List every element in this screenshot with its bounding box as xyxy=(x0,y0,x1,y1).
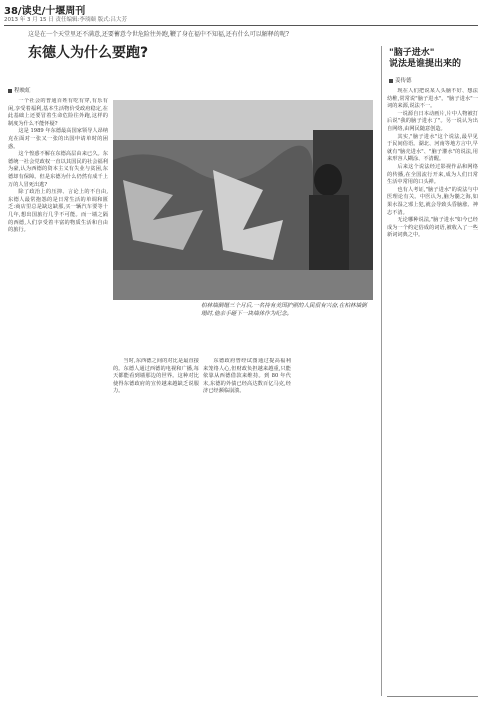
sidebar-paragraph: 现在人们把说某人头脑不好、想法幼稚,常常说"脑子进水"。"脑子进水"一词的来源,说法不一。 xyxy=(387,88,478,110)
article-column-2 xyxy=(113,358,199,698)
header-rule xyxy=(4,25,478,26)
article-column-3 xyxy=(203,358,291,698)
page-header xyxy=(4,2,478,26)
photo-caption: 柏林墙倒塌三个月后,一名持有美国护照的人民很有兴奋,在柏林墙倒塌时,他亲手砸下一块墙体作为纪念。 xyxy=(201,303,367,317)
article-paragraph: 这是 1989 年东德最高国家领导人昂纳克在面对一张又一张的出国申请单时的困惑。 xyxy=(8,128,108,150)
sidebar-paragraph: 一说源自日本动画片,片中人物被打后说"我的脑子进水了"。另一说认为出自网络,由网民随意创造。 xyxy=(387,110,478,132)
issue-meta: 2013 年 3 月 15 日 责任编辑:李琰颐 版式:吕大芳 xyxy=(4,17,127,23)
article-headline: 东德人为什么要跑? xyxy=(28,45,149,61)
sidebar-headline: "脑子进水" 说法是谁提出来的 xyxy=(389,48,462,69)
article-column-1 xyxy=(8,98,108,698)
sidebar-paragraph: 后来这个说法经过影视作品和网络的传播,在全国流行开来,成为人们日常生活中常用的口头禅。 xyxy=(387,163,478,186)
sidebar-column xyxy=(387,88,478,698)
sidebar-paragraph: 无论哪种说法,"脑子进水"如今已经成为一个约定俗成的词语,被收入了一些新词词典之中。 xyxy=(387,217,478,239)
sidebar-bottom-rule xyxy=(387,696,478,697)
sidebar-author-name: 姜传德 xyxy=(395,78,412,84)
teaser: 这是在一个天堂里还不满意,还要蓄意令世危险往外跑,鞭了身在福中不知福,还有什么可以解释的呢? xyxy=(28,31,289,38)
author-marker-icon xyxy=(389,79,393,83)
article-paragraph: 一个社会的普通百姓有吃有穿,有乐有闲,享受着福利,基本生活物价受政府稳定,在此基础上还要冒着生命危险往外跑,这样的制度为什么不能怀疑? xyxy=(8,98,108,127)
photo-illustration xyxy=(113,100,373,305)
sidebar-divider xyxy=(381,46,382,696)
sidebar-paragraph: 其实,"脑子进水"这个说法,最早见于民间俗语。湖北、河南等地方言中,早就有"脑壳进水"、"脑子灌水"的说法,用来形容人糊涂、不清醒。 xyxy=(387,133,478,163)
author-marker-icon xyxy=(8,89,12,93)
article-paragraph: 东德政府曾经试图通过提高福利来笼络人心,但财政负担越来越重,只能依靠从西德借款来维持。到 80 年代末,东德的外债已经高达数百亿马克,经济已经濒临崩溃。 xyxy=(203,358,291,395)
article-author xyxy=(8,86,31,94)
berlin-wall-photo xyxy=(113,100,373,305)
section-title: 38/读史/十堰周刊 xyxy=(4,6,86,17)
sidebar-author xyxy=(389,76,412,84)
article-paragraph: 除了政治上的压抑、言论上的不自由,东德人最常抱怨的是日常生活的单调和匮乏:商店里总是缺这缺那,买一辆汽车要等十几年,想出国旅行几乎不可能。而一墙之隔的西德,人们享受着丰富的物质生活和自由的旅行。 xyxy=(8,189,108,234)
sidebar-paragraph: 也有人考证,"脑子进水"的说法与中医理论有关。中医认为,脑为髓之海,如果水湿之邪上犯,就会导致头昏脑涨、神志不清。 xyxy=(387,186,478,216)
author-name: 程映虹 xyxy=(14,88,31,94)
photo-caption-area xyxy=(113,300,373,356)
article-paragraph: 当时,东西德之间的对比是最直接的。东德人通过西德的电视和广播,每天都能看到墙那边的世界。这种对比使得东德政府的宣传越来越缺乏说服力。 xyxy=(113,358,199,395)
article-column-4 xyxy=(295,358,375,698)
article-paragraph: 这个惶惑不解在东德高层由来已久。东德统一社会党政权一直以其国民的社会福利为豪,认为西德的资本主义有失业与贫困,东德却有保障。但是东德为什么仍然有成千上万的人冒死出逃? xyxy=(8,151,108,188)
